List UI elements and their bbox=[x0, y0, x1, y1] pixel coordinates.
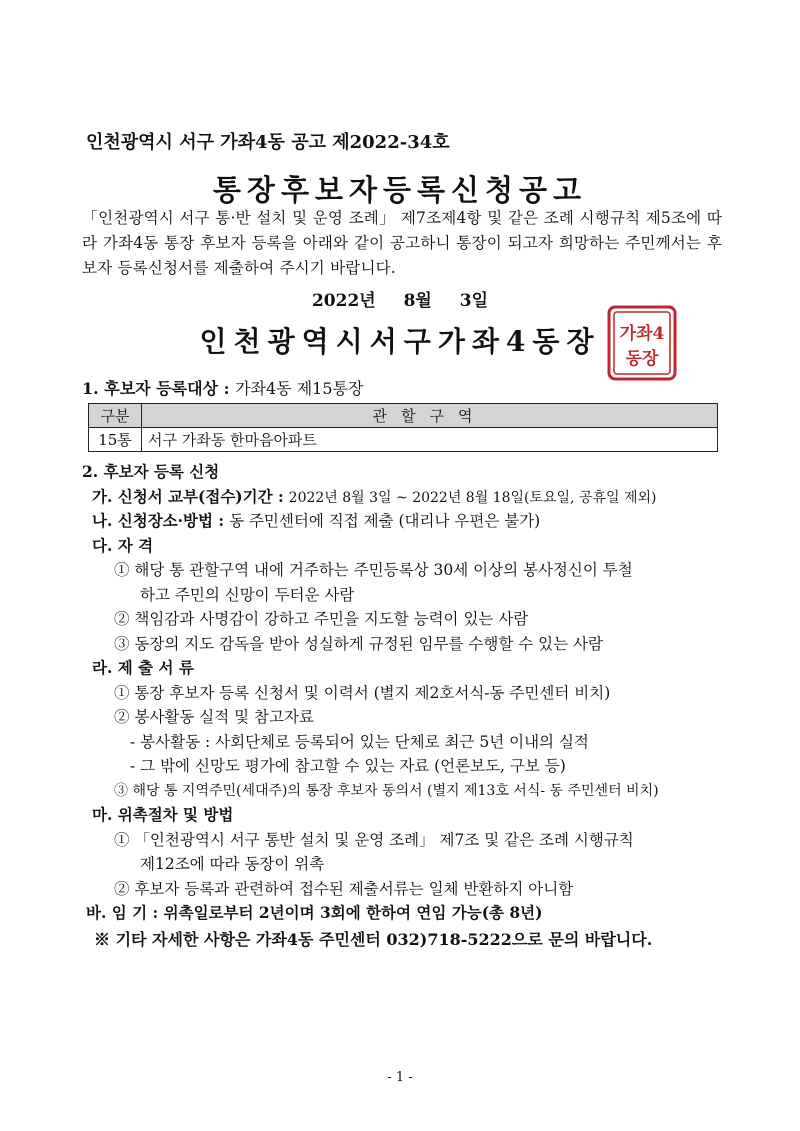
notice-number: 인천광역시 서구 가좌4동 공고 제2022-34호 bbox=[86, 132, 450, 153]
qualification-heading: 다. 자 격 bbox=[92, 535, 154, 555]
table-cell: 서구 가좌동 한마음아파트 bbox=[142, 428, 718, 452]
section-2-heading: 2. 후보자 등록 신청 bbox=[82, 462, 220, 481]
table-header: 구분 bbox=[89, 404, 142, 428]
list-item: 하고 주민의 신망이 두터운 사람 bbox=[140, 585, 355, 604]
official-seal-icon bbox=[606, 304, 678, 382]
jurisdiction-table bbox=[88, 403, 718, 452]
seal-text-1: 가좌4 bbox=[619, 324, 665, 344]
table-header: 관할구역 bbox=[142, 404, 718, 428]
page-title: 통장후보자등록신청공고 bbox=[212, 173, 588, 207]
notice-body bbox=[82, 376, 732, 926]
list-item: ② 후보자 등록과 관련하여 접수된 제출서류는 일체 반환하지 아니함 bbox=[114, 879, 574, 898]
list-item: - 그 밖에 신망도 평가에 참고할 수 있는 자료 (언론보도, 구보 등) bbox=[130, 757, 566, 775]
list-item: ③ 해당 통 지역주민(세대주)의 통장 후보자 동의서 (별지 제13호 서식- 동 주민센터 비치) bbox=[114, 782, 659, 799]
documents-heading: 라. 제 출 서 류 bbox=[92, 658, 194, 677]
term-of-office: 바. 임 기 : 위촉일로부터 2년이며 3회에 한하여 연임 가능(총 8년) bbox=[86, 903, 543, 922]
list-item: ① 해당 통 관할구역 내에 거주하는 주민등록상 30세 이상의 봉사정신이 투철 bbox=[114, 561, 633, 579]
application-period: 가. 신청서 교부(접수)기간 : 2022년 8월 3일 ~ 2022년 8월 18일(토요일, 공휴일 제외) bbox=[92, 486, 657, 506]
list-item: ② 책임감과 사명감이 강하고 주민을 지도할 능력이 있는 사람 bbox=[114, 610, 529, 628]
list-item: ① 통장 후보자 등록 신청서 및 이력서 (별지 제2호서식-동 주민센터 비치) bbox=[114, 683, 611, 702]
list-item: ① 「인천광역시 서구 통반 설치 및 운영 조례」 제7조 및 같은 조례 시행규칙 bbox=[114, 830, 634, 849]
section-1-heading: 1. 후보자 등록대상 : 가좌4동 제15통장 bbox=[82, 379, 364, 398]
table-cell: 15통 bbox=[89, 428, 142, 452]
list-item: ② 봉사활동 실적 및 참고자료 bbox=[114, 708, 314, 726]
registration-target: 가좌4동 제15통장 bbox=[235, 379, 364, 398]
issuer-name: 인천광역시서구가좌4동장 bbox=[199, 325, 601, 358]
notice-date: 2022년 8월 3일 bbox=[311, 291, 489, 311]
application-place: 나. 신청장소·방법 : 동 주민센터에 직접 제출 (대리나 우편은 불가) bbox=[92, 511, 541, 530]
list-item: 제12조에 따라 동장이 위촉 bbox=[140, 855, 325, 873]
seal-text-2: 동장 bbox=[625, 349, 659, 369]
contact-note: ※ 기타 자세한 사항은 가좌4동 주민센터 032)718-5222으로 문의 바랍니다. bbox=[94, 930, 653, 949]
page-number: - 1 - bbox=[387, 1070, 413, 1085]
list-item: - 봉사활동 : 사회단체로 등록되어 있는 단체로 최근 5년 이내의 실적 bbox=[130, 732, 589, 751]
table-header-row bbox=[89, 404, 718, 428]
list-item: ③ 동장의 지도 감독을 받아 성실하게 규정된 임무를 수행할 수 있는 사람 bbox=[114, 634, 603, 653]
intro-paragraph: 「인천광역시 서구 통·반 설치 및 운영 조례」 제7조제4항 및 같은 조례 시행규칙 제5조에 따라 가좌4동 통장 후보자 등록을 아래와 같이 공고하니 통장이 되고자 희망하는 주민께서는 후보자 등록신청서를 제출하여 주시기 바랍니다. bbox=[82, 209, 722, 277]
procedure-heading: 마. 위촉절차 및 방법 bbox=[92, 805, 234, 824]
table-row bbox=[89, 428, 718, 452]
